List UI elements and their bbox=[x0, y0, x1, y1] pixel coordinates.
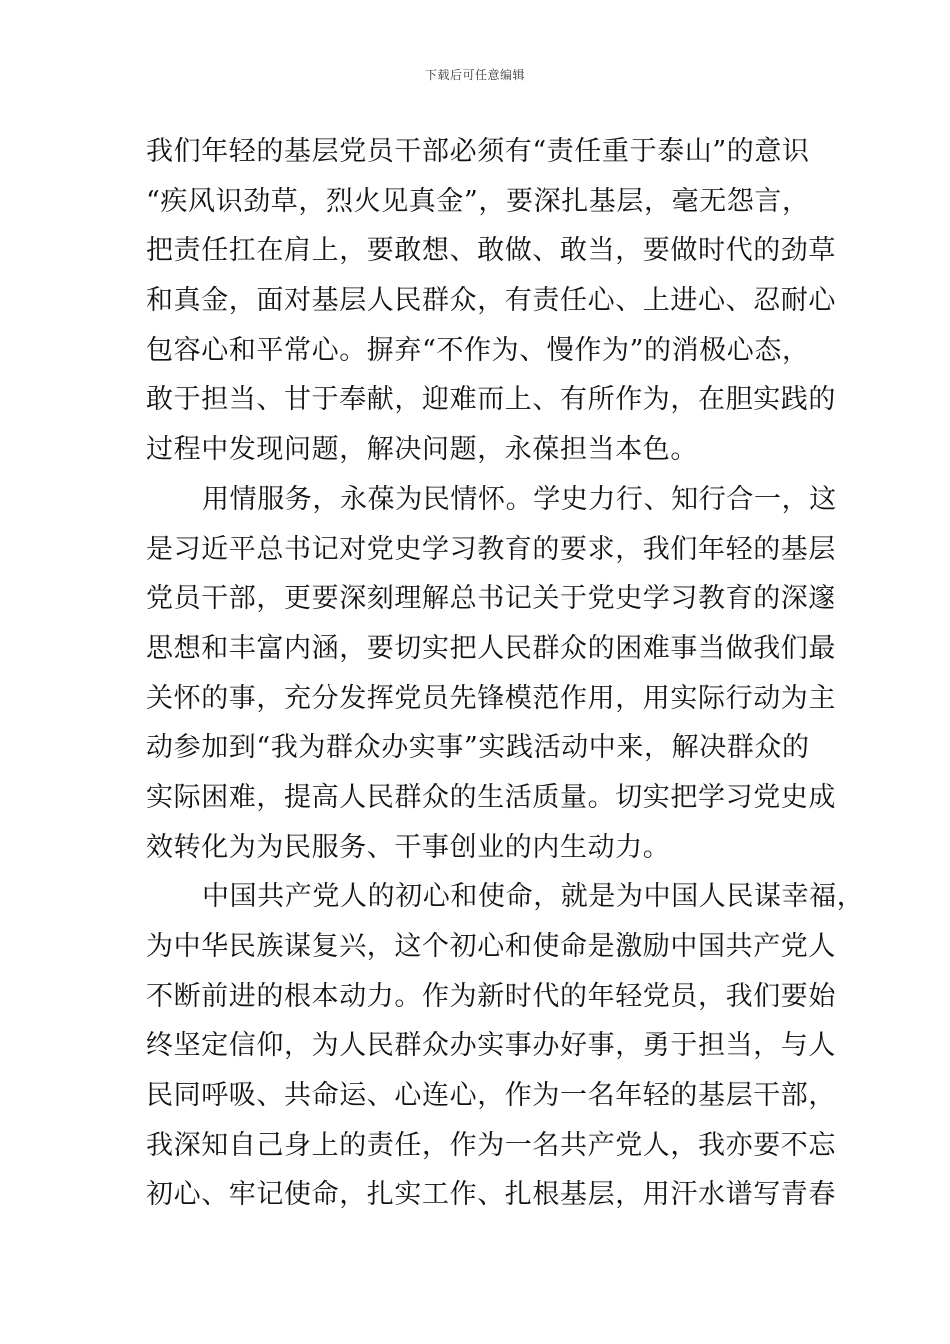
text-line: “疾风识劲草，烈火见真金”，要深扎基层，毫无怨言， bbox=[146, 185, 810, 217]
text-line: 我深知自己身上的责任，作为一名共产党人，我亦要不忘 bbox=[146, 1129, 836, 1161]
text-line: 包容心和平常心。摒弃“不作为、慢作为”的消极心态， bbox=[146, 334, 810, 366]
document-body bbox=[146, 127, 865, 1220]
text-line: 把责任扛在肩上，要敢想、敢做、敢当，要做时代的劲草 bbox=[146, 235, 836, 267]
text-line: 为中华民族谋复兴，这个初心和使命是激励中国共产党人 bbox=[146, 931, 836, 962]
text-line: 动参加到“我为群众办实事”实践活动中来，解决群众的 bbox=[146, 732, 810, 764]
text-line: 实际困难，提高人民群众的生活质量。切实把学习党史成 bbox=[146, 781, 836, 813]
text-line: 民同呼吸、共命运、心连心，作为一名年轻的基层干部， bbox=[146, 1080, 836, 1112]
paragraph-start-line: 中国共产党人的初心和使命，就是为中国人民谋幸福， bbox=[202, 881, 865, 913]
page-header: 下载后可任意编辑 bbox=[424, 68, 525, 82]
text-line: 思想和丰富内涵，要切实把人民群众的困难事当做我们最 bbox=[146, 632, 836, 664]
text-line: 是习近平总书记对党史学习教育的要求，我们年轻的基层 bbox=[146, 533, 836, 565]
text-line: 关怀的事，充分发挥党员先锋模范作用，用实际行动为主 bbox=[146, 682, 836, 714]
paragraph-start-line: 用情服务，永葆为民情怀。学史力行、知行合一，这 bbox=[202, 483, 837, 515]
text-line: 过程中发现问题，解决问题，永葆担当本色。 bbox=[146, 434, 698, 466]
text-line: 敢于担当、甘于奉献，迎难而上、有所作为，在胆实践的 bbox=[146, 384, 836, 416]
text-line: 和真金，面对基层人民群众，有责任心、上进心、忍耐心 bbox=[146, 285, 836, 317]
text-line: 初心、牢记使命，扎实工作、扎根基层，用汗水谱写青春 bbox=[146, 1179, 836, 1211]
text-line: 我们年轻的基层党员干部必须有“责任重于泰山”的意识 bbox=[146, 136, 810, 167]
text-line: 终坚定信仰，为人民群众办实事办好事，勇于担当，与人 bbox=[146, 1030, 836, 1062]
text-line: 不断前进的根本动力。作为新时代的年轻党员，我们要始 bbox=[146, 980, 836, 1012]
text-line: 效转化为为民服务、干事创业的内生动力。 bbox=[146, 831, 671, 863]
text-line: 党员干部，更要深刻理解总书记关于党史学习教育的深邃 bbox=[146, 583, 836, 615]
